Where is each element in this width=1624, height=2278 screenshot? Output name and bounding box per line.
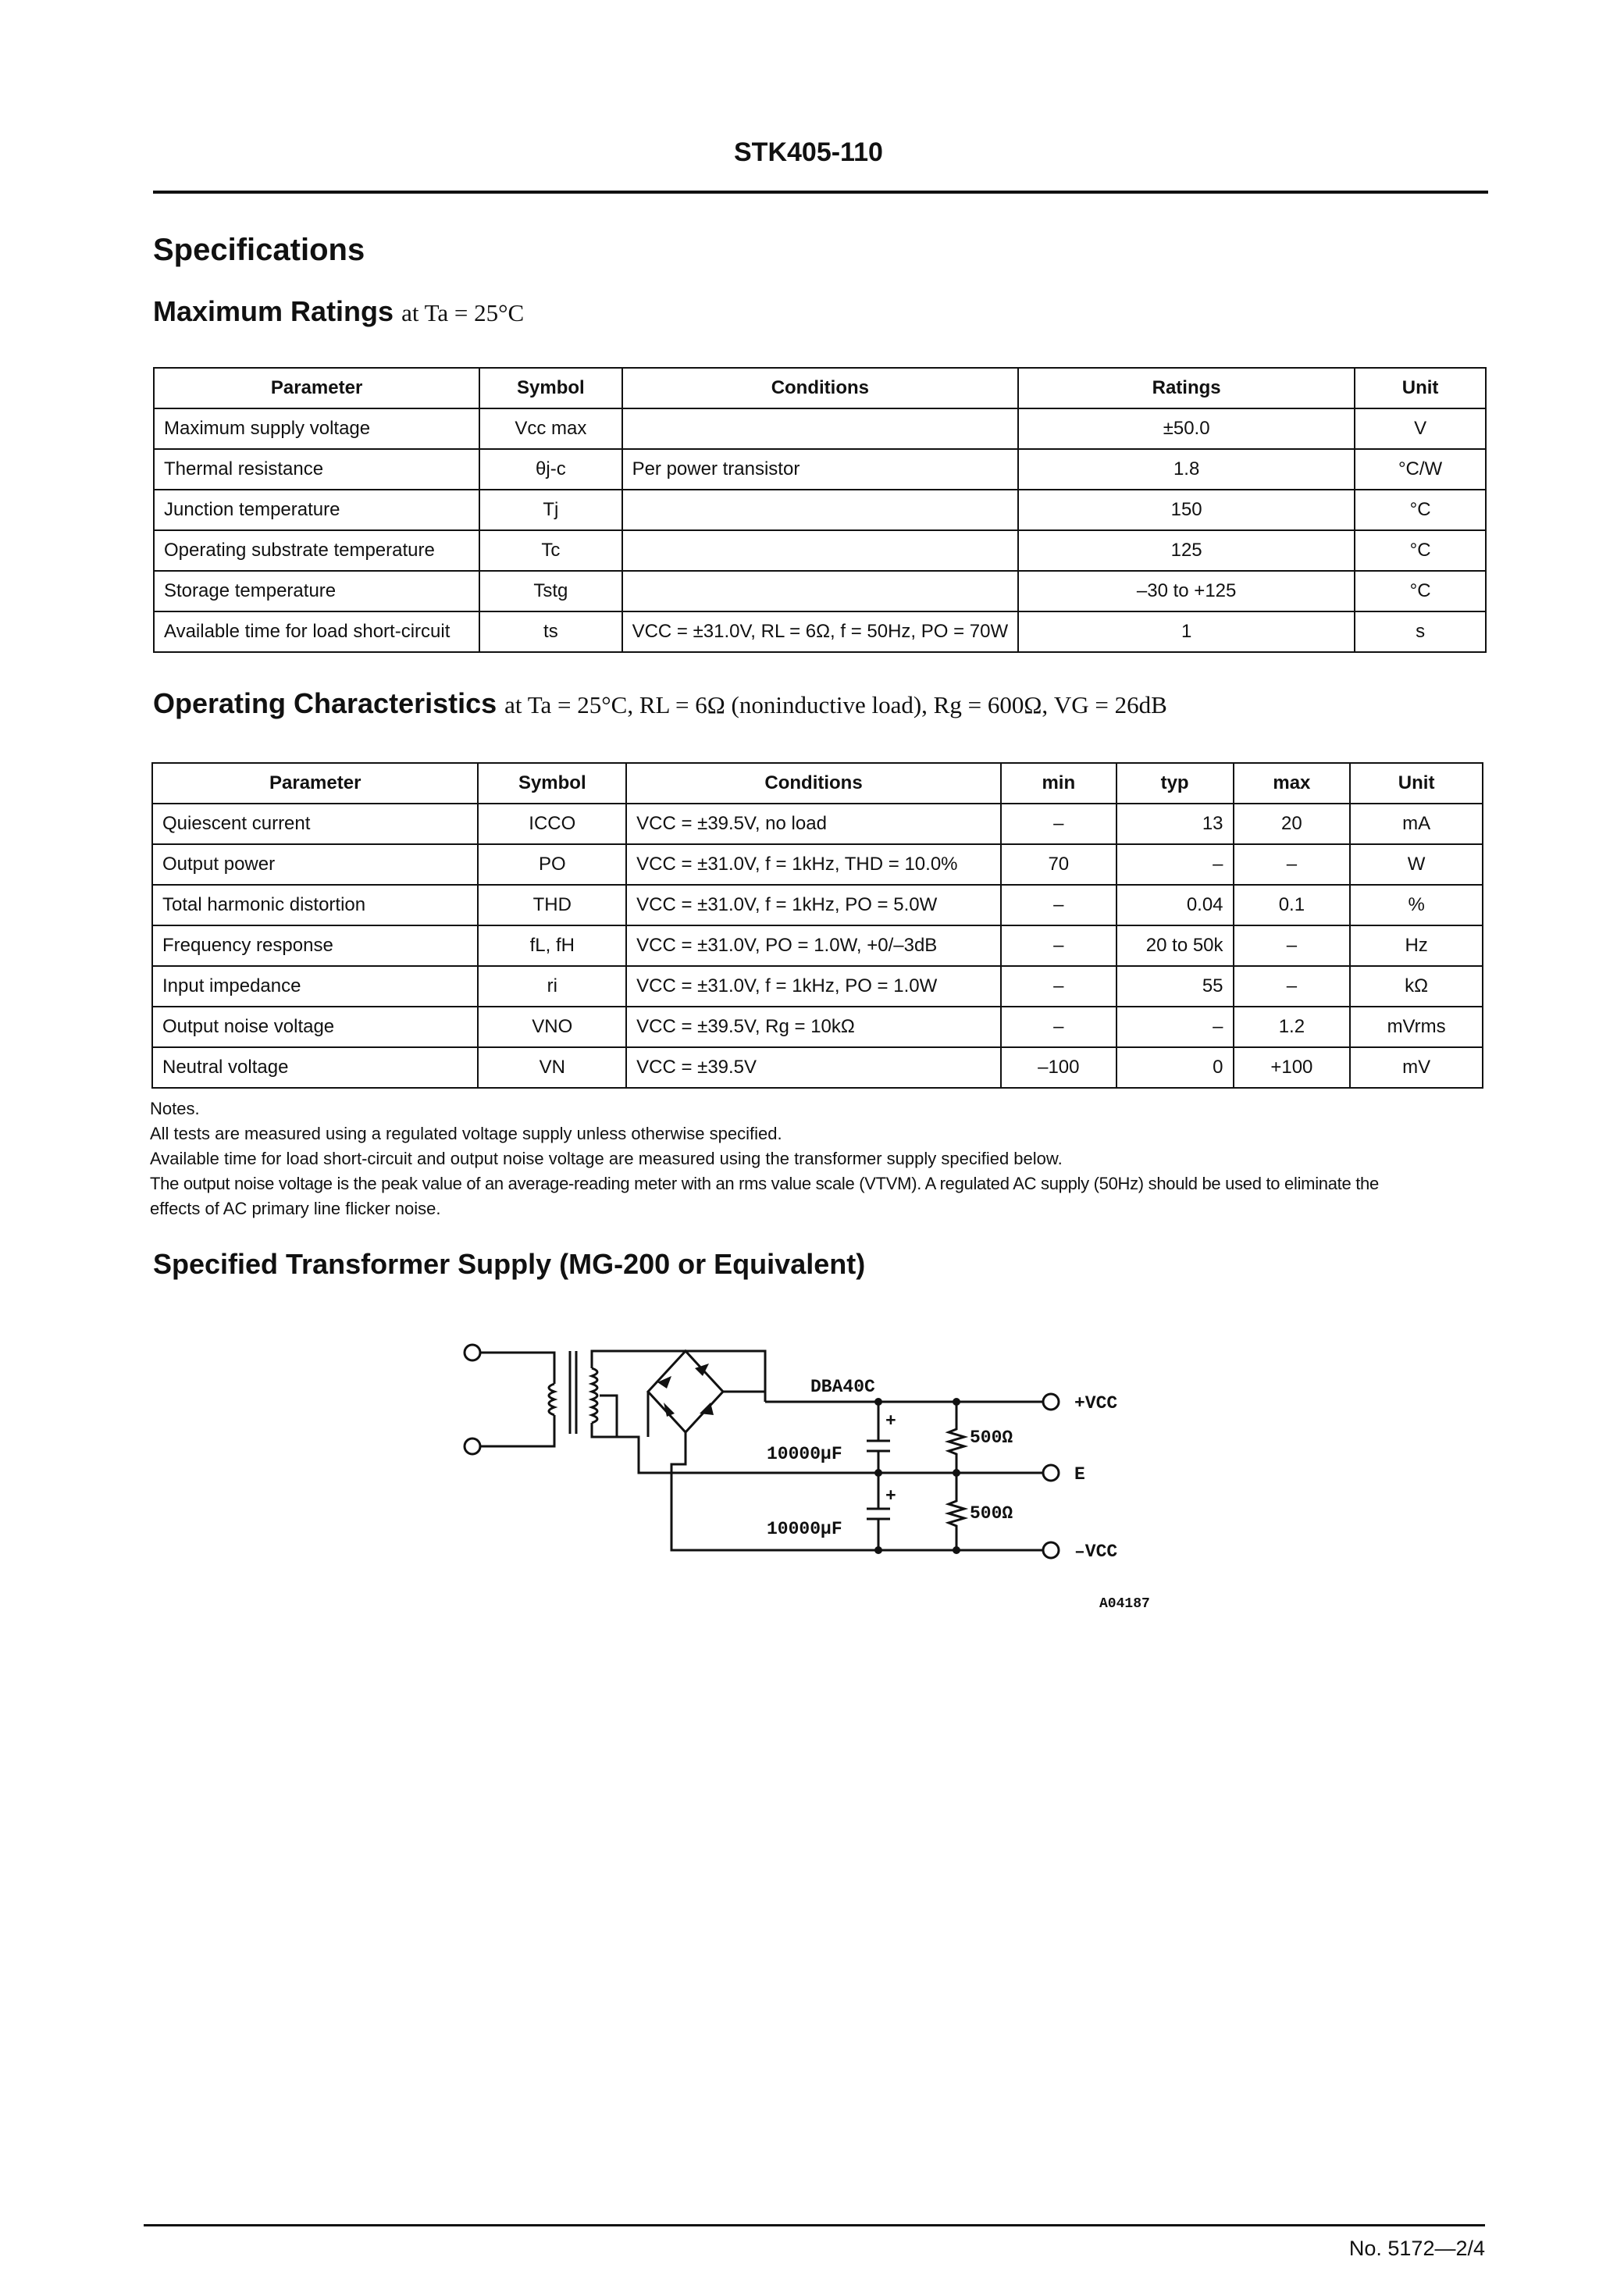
table-row: [154, 611, 1486, 652]
cell-unit: °C: [1355, 571, 1486, 611]
cell-min: –: [1001, 925, 1116, 966]
cell-symbol: ts: [479, 611, 621, 652]
table-row: [152, 966, 1483, 1007]
table-row: [152, 844, 1483, 885]
cell-conditions: VCC = ±31.0V, RL = 6Ω, f = 50Hz, PO = 70W: [622, 611, 1019, 652]
col-header-min: min: [1001, 763, 1116, 804]
output-terminal-pos: [1043, 1394, 1059, 1410]
table-row: [154, 490, 1486, 530]
cell-symbol: θj-c: [479, 449, 621, 490]
cell-unit: mVrms: [1350, 1007, 1483, 1047]
note-item: All tests are measured using a regulated voltage supply unless otherwise specified.: [150, 1124, 782, 1143]
table-row: [154, 449, 1486, 490]
cell-symbol: Tc: [479, 530, 621, 571]
col-header-typ: typ: [1116, 763, 1234, 804]
cell-max: 0.1: [1234, 885, 1351, 925]
cell-parameter: Output noise voltage: [152, 1007, 478, 1047]
header-rule: [153, 191, 1488, 194]
input-terminal: [465, 1345, 480, 1360]
col-header-max: max: [1234, 763, 1351, 804]
plus-sign: +: [885, 1486, 896, 1506]
operating-heading: Operating Characteristics: [153, 687, 497, 719]
cell-unit: s: [1355, 611, 1486, 652]
cell-ratings: ±50.0: [1018, 408, 1355, 449]
max-ratings-heading: Maximum Ratings: [153, 295, 394, 327]
page-number: No. 5172—2/4: [1348, 2237, 1485, 2260]
col-header-parameter: Parameter: [152, 763, 478, 804]
cell-max: 1.2: [1234, 1007, 1351, 1047]
table-row: [152, 1007, 1483, 1047]
secondary-coil: [592, 1368, 597, 1423]
output-label-neg: –VCC: [1074, 1542, 1118, 1562]
figure-code: A04187: [1099, 1596, 1150, 1612]
cell-max: 20: [1234, 804, 1351, 844]
operating-title: [153, 687, 1167, 720]
cell-max: –: [1234, 925, 1351, 966]
col-header-unit: Unit: [1350, 763, 1483, 804]
cell-unit: mA: [1350, 804, 1483, 844]
cell-conditions: [622, 571, 1019, 611]
cell-conditions: VCC = ±39.5V, Rg = 10kΩ: [626, 1007, 1001, 1047]
cell-max: –: [1234, 844, 1351, 885]
cell-typ: 0: [1116, 1047, 1234, 1088]
cell-unit: V: [1355, 408, 1486, 449]
plus-sign: +: [885, 1411, 896, 1431]
cell-ratings: 1.8: [1018, 449, 1355, 490]
col-header-symbol: Symbol: [478, 763, 626, 804]
table-row: [152, 885, 1483, 925]
cell-conditions: VCC = ±31.0V, f = 1kHz, THD = 10.0%: [626, 844, 1001, 885]
cell-symbol: PO: [478, 844, 626, 885]
cell-ratings: –30 to +125: [1018, 571, 1355, 611]
resistor: [949, 1402, 964, 1473]
cell-parameter: Available time for load short-circuit: [154, 611, 479, 652]
cell-min: –: [1001, 966, 1116, 1007]
max-ratings-title: [153, 295, 524, 328]
cell-conditions: [622, 490, 1019, 530]
specifications-title: Specifications: [153, 233, 365, 267]
cell-parameter: Output power: [152, 844, 478, 885]
cell-symbol: Tj: [479, 490, 621, 530]
output-label-pos: +VCC: [1074, 1393, 1118, 1414]
cell-parameter: Quiescent current: [152, 804, 478, 844]
resistor-label: 500Ω: [970, 1428, 1013, 1448]
cell-conditions: [622, 408, 1019, 449]
col-header-unit: Unit: [1355, 368, 1486, 408]
input-terminal: [465, 1438, 480, 1454]
cell-symbol: ri: [478, 966, 626, 1007]
cell-min: –: [1001, 1007, 1116, 1047]
cell-conditions: VCC = ±31.0V, f = 1kHz, PO = 5.0W: [626, 885, 1001, 925]
table-row: [154, 408, 1486, 449]
cell-min: –: [1001, 885, 1116, 925]
cell-parameter: Junction temperature: [154, 490, 479, 530]
cell-conditions: VCC = ±31.0V, PO = 1.0W, +0/–3dB: [626, 925, 1001, 966]
note-item: effects of AC primary line flicker noise.: [150, 1199, 441, 1218]
note-item: The output noise voltage is the peak value of an average-reading meter with an rms value scale (VTVM). A regulated AC supply (50Hz) should be used to eliminate the: [150, 1174, 1379, 1193]
output-terminal-neg: [1043, 1542, 1059, 1558]
cell-parameter: Storage temperature: [154, 571, 479, 611]
cell-unit: W: [1350, 844, 1483, 885]
cell-symbol: THD: [478, 885, 626, 925]
cell-parameter: Input impedance: [152, 966, 478, 1007]
table-row: [154, 571, 1486, 611]
cell-parameter: Frequency response: [152, 925, 478, 966]
cell-typ: 13: [1116, 804, 1234, 844]
cell-typ: –: [1116, 1007, 1234, 1047]
operating-condition: at Ta = 25°C, RL = 6Ω (noninductive load), Rg = 600Ω, VG = 26dB: [504, 691, 1167, 718]
cell-conditions: VCC = ±39.5V, no load: [626, 804, 1001, 844]
cell-min: –100: [1001, 1047, 1116, 1088]
output-terminal-e: [1043, 1465, 1059, 1481]
cell-typ: 55: [1116, 966, 1234, 1007]
cell-symbol: ICCO: [478, 804, 626, 844]
resistor-label: 500Ω: [970, 1503, 1013, 1524]
resistor: [949, 1473, 964, 1550]
cell-parameter: Neutral voltage: [152, 1047, 478, 1088]
col-header-symbol: Symbol: [479, 368, 621, 408]
cell-max: –: [1234, 966, 1351, 1007]
table-row: [152, 804, 1483, 844]
cell-typ: –: [1116, 844, 1234, 885]
capacitor-label: 10000µF: [767, 1444, 842, 1464]
cell-parameter: Total harmonic distortion: [152, 885, 478, 925]
table-row: [152, 925, 1483, 966]
part-number: STK405-110: [734, 137, 883, 167]
notes: [150, 1096, 1493, 1221]
col-header-conditions: Conditions: [622, 368, 1019, 408]
cell-unit: mV: [1350, 1047, 1483, 1088]
footer-rule: [144, 2224, 1485, 2226]
cell-symbol: VN: [478, 1047, 626, 1088]
capacitor-label: 10000µF: [767, 1519, 842, 1539]
col-header-conditions: Conditions: [626, 763, 1001, 804]
cell-conditions: [622, 530, 1019, 571]
cell-unit: °C/W: [1355, 449, 1486, 490]
cell-typ: 20 to 50k: [1116, 925, 1234, 966]
table-row: [154, 530, 1486, 571]
transformer-title: Specified Transformer Supply (MG-200 or Equivalent): [153, 1248, 866, 1280]
cell-min: 70: [1001, 844, 1116, 885]
cell-unit: °C: [1355, 490, 1486, 530]
cell-parameter: Operating substrate temperature: [154, 530, 479, 571]
operating-table: [151, 762, 1483, 1089]
cell-conditions: VCC = ±39.5V: [626, 1047, 1001, 1088]
table-row: [152, 1047, 1483, 1088]
note-item: Available time for load short-circuit and output noise voltage are measured using the transformer supply specified below.: [150, 1149, 1063, 1168]
col-header-ratings: Ratings: [1018, 368, 1355, 408]
cell-symbol: fL, fH: [478, 925, 626, 966]
col-header-parameter: Parameter: [154, 368, 479, 408]
max-ratings-condition: at Ta = 25°C: [401, 299, 525, 326]
cell-ratings: 150: [1018, 490, 1355, 530]
bridge-label: DBA40C: [810, 1377, 875, 1397]
table-header-row: [154, 368, 1486, 408]
cell-unit: Hz: [1350, 925, 1483, 966]
cell-unit: %: [1350, 885, 1483, 925]
transformer-circuit-diagram: [437, 1328, 1202, 1617]
cell-symbol: Tstg: [479, 571, 621, 611]
notes-label: Notes.: [150, 1099, 200, 1118]
cell-min: –: [1001, 804, 1116, 844]
cell-ratings: 1: [1018, 611, 1355, 652]
output-label-e: E: [1074, 1464, 1085, 1485]
cell-symbol: Vcc max: [479, 408, 621, 449]
cell-symbol: VNO: [478, 1007, 626, 1047]
cell-conditions: Per power transistor: [622, 449, 1019, 490]
cell-conditions: VCC = ±31.0V, f = 1kHz, PO = 1.0W: [626, 966, 1001, 1007]
cell-max: +100: [1234, 1047, 1351, 1088]
primary-coil: [549, 1384, 554, 1415]
cell-unit: kΩ: [1350, 966, 1483, 1007]
cell-unit: °C: [1355, 530, 1486, 571]
cell-parameter: Thermal resistance: [154, 449, 479, 490]
bridge-rectifier: [648, 1351, 723, 1432]
cell-ratings: 125: [1018, 530, 1355, 571]
cell-typ: 0.04: [1116, 885, 1234, 925]
cell-parameter: Maximum supply voltage: [154, 408, 479, 449]
table-header-row: [152, 763, 1483, 804]
max-ratings-table: [153, 367, 1487, 653]
